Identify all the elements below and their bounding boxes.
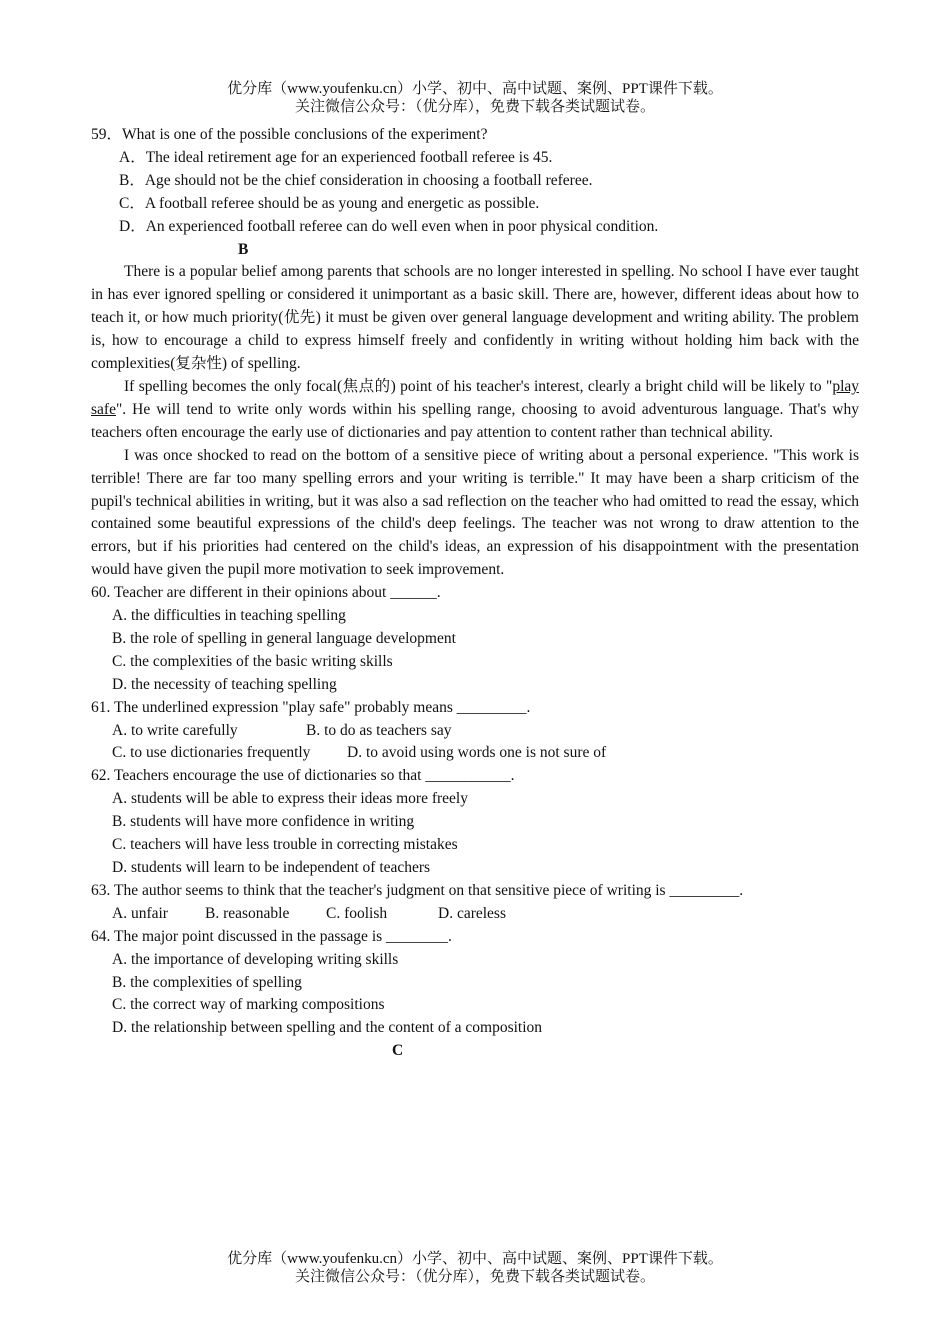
- question-60-option-b: B. the role of spelling in general language development: [112, 629, 456, 647]
- question-64-stem: 64. The major point discussed in the passage is ________.: [91, 927, 452, 945]
- page-footer: [0, 1250, 950, 1286]
- question-59-option-c: C．A football referee should be as young and energetic as possible.: [119, 194, 540, 212]
- question-59-option-a: A．The ideal retirement age for an experienced football referee is 45.: [119, 148, 553, 166]
- question-64-option-c: C. the correct way of marking compositions: [112, 996, 385, 1014]
- question-63-option-d: D. careless: [438, 904, 506, 922]
- paragraph-2-text-after: ". He will tend to write only words within his spelling range, choosing to avoid adventurous language. That's why teachers often encourage the early use of dictionaries and pay attention to content rather than technical ability.: [91, 400, 859, 441]
- question-61-option-c: C. to use dictionaries frequently: [112, 744, 311, 762]
- page-header: [0, 80, 950, 116]
- question-61-options-row-1: [91, 720, 859, 743]
- question-60-option-c: C. the complexities of the basic writing skills: [112, 652, 393, 670]
- question-62-option-a: A. students will be able to express their ideas more freely: [112, 790, 468, 808]
- passage-paragraph-1: There is a popular belief among parents that schools are no longer interested in spelling. No school I have ever taught in has ever ignored spelling or considered it unimportant as a basic skill. There are, however, different ideas about how to teach it, or how much priority(优先) it must be given over general language development and writing ability. The problem is, how to encourage a child to express himself freely and confidently in writing without holding him back with the complexities(复杂性) of spelling.: [91, 263, 859, 373]
- question-60-option-d: D. the necessity of teaching spelling: [112, 675, 337, 693]
- header-line-2: 关注微信公众号：（优分库），免费下载各类试题试卷。: [294, 99, 655, 115]
- question-64-option-b: B. the complexities of spelling: [112, 973, 302, 991]
- question-64-option-d: D. the relationship between spelling and the content of a composition: [112, 1019, 543, 1037]
- question-61-options-row-2: [91, 742, 859, 765]
- passage-paragraph-2: [91, 376, 859, 445]
- section-b-heading: B: [238, 240, 249, 258]
- passage-paragraph-3: I was once shocked to read on the bottom of a sensitive piece of writing about a personal experience. "This work is terrible! There are far too many spelling errors and your writing is terrible." It may have been a sharp criticism of the pupil's technical abilities in writing, but it was also a sad reflection on the teacher who had omitted to read the essay, which contained some beautiful expressions of the child's deep feelings. The teacher was not wrong to draw attention to the errors, but if his priorities had centered on the child's ideas, an expression of his disappointment with the presentation would have given the pupil more motivation to seek improvement.: [91, 446, 859, 579]
- question-63-stem: 63. The author seems to think that the teacher's judgment on that sensitive piece of writing is _________.: [91, 881, 744, 899]
- question-63-options-row: [91, 903, 859, 926]
- document-body: [91, 124, 859, 1063]
- question-60-stem: 60. Teacher are different in their opinions about ______.: [91, 584, 441, 602]
- paragraph-2-text-before: If spelling becomes the only focal(焦点的) point of his teacher's interest, clearly a bright child will be likely to ": [124, 377, 833, 395]
- question-62-option-c: C. teachers will have less trouble in correcting mistakes: [112, 836, 458, 854]
- question-59-option-d: D．An experienced football referee can do well even when in poor physical condition.: [119, 217, 659, 235]
- question-62-option-d: D. students will learn to be independent of teachers: [112, 859, 431, 876]
- question-63-option-b: B. reasonable: [205, 904, 290, 922]
- question-61-option-a: A. to write carefully: [112, 721, 238, 739]
- question-61-stem: 61. The underlined expression "play safe" probably means _________.: [91, 698, 531, 716]
- section-c-heading: C: [392, 1042, 404, 1060]
- footer-line-2: 关注微信公众号：（优分库），免费下载各类试题试卷。: [294, 1269, 655, 1285]
- question-59-option-b: B．Age should not be the chief consideration in choosing a football referee.: [119, 171, 593, 189]
- question-59-stem: 59．What is one of the possible conclusions of the experiment?: [91, 126, 488, 143]
- header-line-1: 优分库（www.youfenku.cn）小学、初中、高中试题、案例、PPT课件下载。: [227, 81, 723, 97]
- question-62-option-b: B. students will have more confidence in writing: [112, 813, 415, 831]
- footer-line-1: 优分库（www.youfenku.cn）小学、初中、高中试题、案例、PPT课件下载。: [227, 1251, 723, 1267]
- question-61-option-d: D. to avoid using words one is not sure of: [347, 744, 607, 762]
- question-64-option-a: A. the importance of developing writing skills: [112, 950, 399, 968]
- question-61-option-b: B. to do as teachers say: [306, 721, 452, 739]
- question-60-option-a: A. the difficulties in teaching spelling: [112, 607, 346, 625]
- underlined-expression: play safe: [91, 377, 859, 418]
- question-63-option-a: A. unfair: [112, 904, 168, 922]
- question-63-option-c: C. foolish: [326, 904, 388, 922]
- question-62-stem: 62. Teachers encourage the use of dictionaries so that ___________.: [91, 767, 515, 785]
